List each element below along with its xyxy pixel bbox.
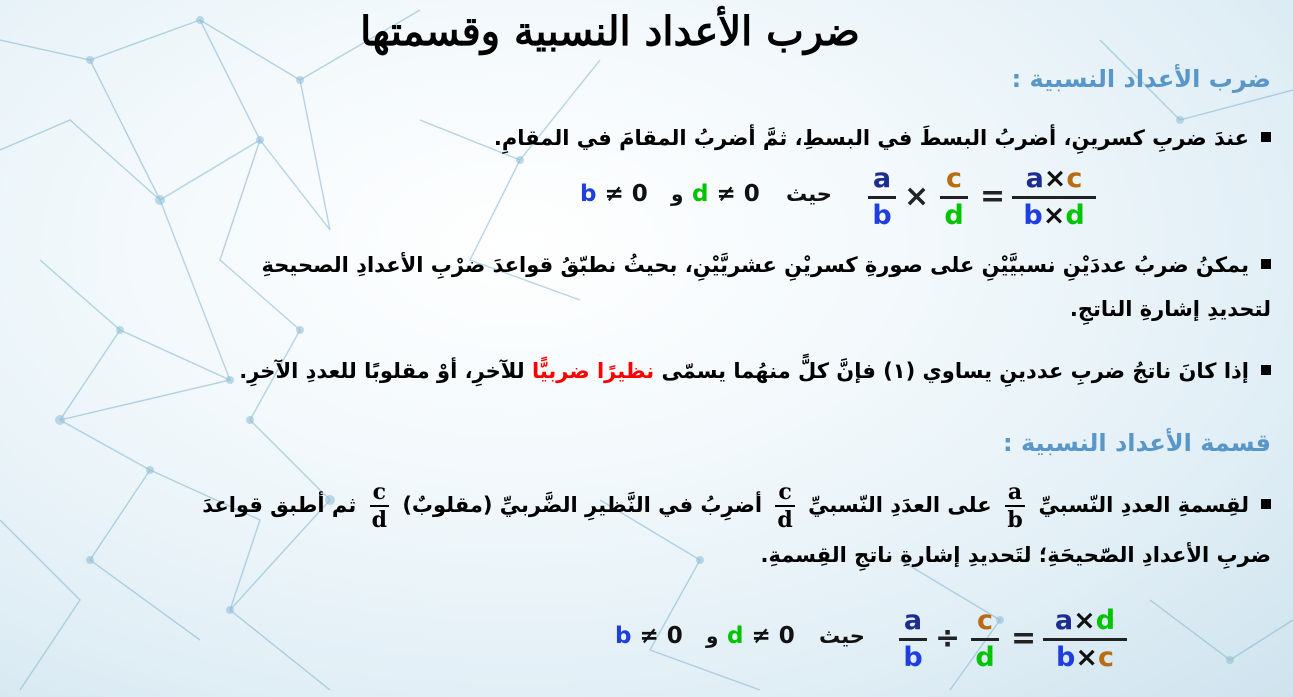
- numerator: a: [903, 605, 923, 636]
- division-formula: [615, 604, 1135, 676]
- numerator: a×d: [1054, 605, 1116, 636]
- fraction-result: [1043, 606, 1127, 673]
- neq-zero: ≠ 0: [639, 623, 683, 649]
- denominator: b×c: [1056, 642, 1114, 673]
- fraction-a-b: [868, 164, 896, 231]
- bullet-multiply-fractions: [21, 113, 1271, 163]
- section-heading-division: قسمة الأعداد النسبية :: [1003, 429, 1271, 457]
- var-b: b: [580, 181, 597, 207]
- multiplication-formula: [580, 162, 1100, 234]
- inline-fraction-c-d-reciprocal: $\frac{c}{d}$: [370, 480, 389, 532]
- bullet-decimal-multiplication: [21, 240, 1271, 334]
- numerator: a×c: [1025, 163, 1083, 194]
- denominator: b×d: [1023, 200, 1085, 231]
- bullet-text: عندَ ضربِ كسرينِ، أضربُ البسطَ في البسطِ، ثمَّ أضربُ المقامَ في المقامِ.: [493, 126, 1249, 150]
- denominator: d: [944, 200, 964, 231]
- bullet-line-1: لقِسمةِ العددِ النّسبيِّ $\frac{a}{b}$ على العدَدِ النّسبيِّ $\frac{c}{d}$ أضرِبُ في النَّظيرِ الضَّربيِّ (مقلوبٌ) $\frac{c}{d}$ ثم أطبق قواعدَ: [21, 480, 1271, 532]
- var-d: d: [692, 181, 709, 207]
- fraction-c-d: [971, 606, 999, 673]
- and-word: و: [671, 182, 684, 206]
- denominator: d: [975, 642, 995, 673]
- var-b: b: [615, 623, 632, 649]
- bullet-marker: [1261, 365, 1271, 375]
- and-word: و: [706, 624, 719, 648]
- equals-sign: =: [980, 179, 1006, 214]
- times-operator: ×: [904, 179, 930, 214]
- highlight-multiplicative-inverse: نظيرًا ضربيًّا: [531, 359, 655, 383]
- bullet-marker: [1261, 259, 1271, 269]
- equals-sign: =: [1011, 621, 1037, 656]
- inline-fraction-a-b: $\frac{a}{b}$: [1005, 480, 1025, 532]
- numerator: c: [945, 163, 962, 194]
- neq-zero: ≠ 0: [751, 623, 795, 649]
- neq-zero: ≠ 0: [716, 181, 760, 207]
- condition-b: [615, 621, 683, 651]
- neq-zero: ≠ 0: [604, 181, 648, 207]
- page-title: ضرب الأعداد النسبية وقسمتها: [360, 8, 860, 55]
- inline-fraction-c-d: $\frac{c}{d}$: [775, 480, 794, 532]
- where-word: حيث: [786, 182, 832, 206]
- bullet-marker: [1261, 499, 1271, 509]
- bullet-division-rule: [21, 480, 1271, 580]
- condition-d: [727, 621, 795, 651]
- numerator: a: [872, 163, 892, 194]
- numerator: c: [976, 605, 993, 636]
- denominator: b: [872, 200, 892, 231]
- bullet-line-2: لتحديدِ إشارةِ الناتجِ.: [1069, 297, 1271, 321]
- fraction-result: [1012, 164, 1096, 231]
- divide-operator: ÷: [935, 621, 961, 656]
- condition-d: [692, 179, 760, 209]
- fraction-a-b: [899, 606, 927, 673]
- bullet-marker: [1261, 132, 1271, 142]
- section-heading-multiplication: ضرب الأعداد النسبية :: [1011, 65, 1271, 93]
- fraction-c-d: [940, 164, 968, 231]
- where-word: حيث: [819, 624, 865, 648]
- bullet-line-1: يمكنُ ضربُ عددَيْنِ نسبيَّيْنِ على صورةِ كسريْنِ عشريَّيْنِ، بحيثُ نطبّقُ قواعدَ ضرْبِ الأعدادِ الصحيحةِ: [21, 240, 1271, 290]
- condition-b: [580, 179, 648, 209]
- bullet-reciprocal: إذا كانَ ناتجُ ضربِ عددينِ يساوي (١) فإنَّ كلًّ منهُما يسمّى نظيرًا ضربيًّا للآخرِ، أوْ مقلوبًا للعددِ الآخرِ.: [21, 346, 1271, 396]
- var-d: d: [727, 623, 744, 649]
- denominator: b: [903, 642, 923, 673]
- bullet-line-2: ضربِ الأعدادِ الصّحيحَةِ؛ لتَحديدِ إشارةِ ناتجِ القِسمةِ.: [760, 543, 1271, 567]
